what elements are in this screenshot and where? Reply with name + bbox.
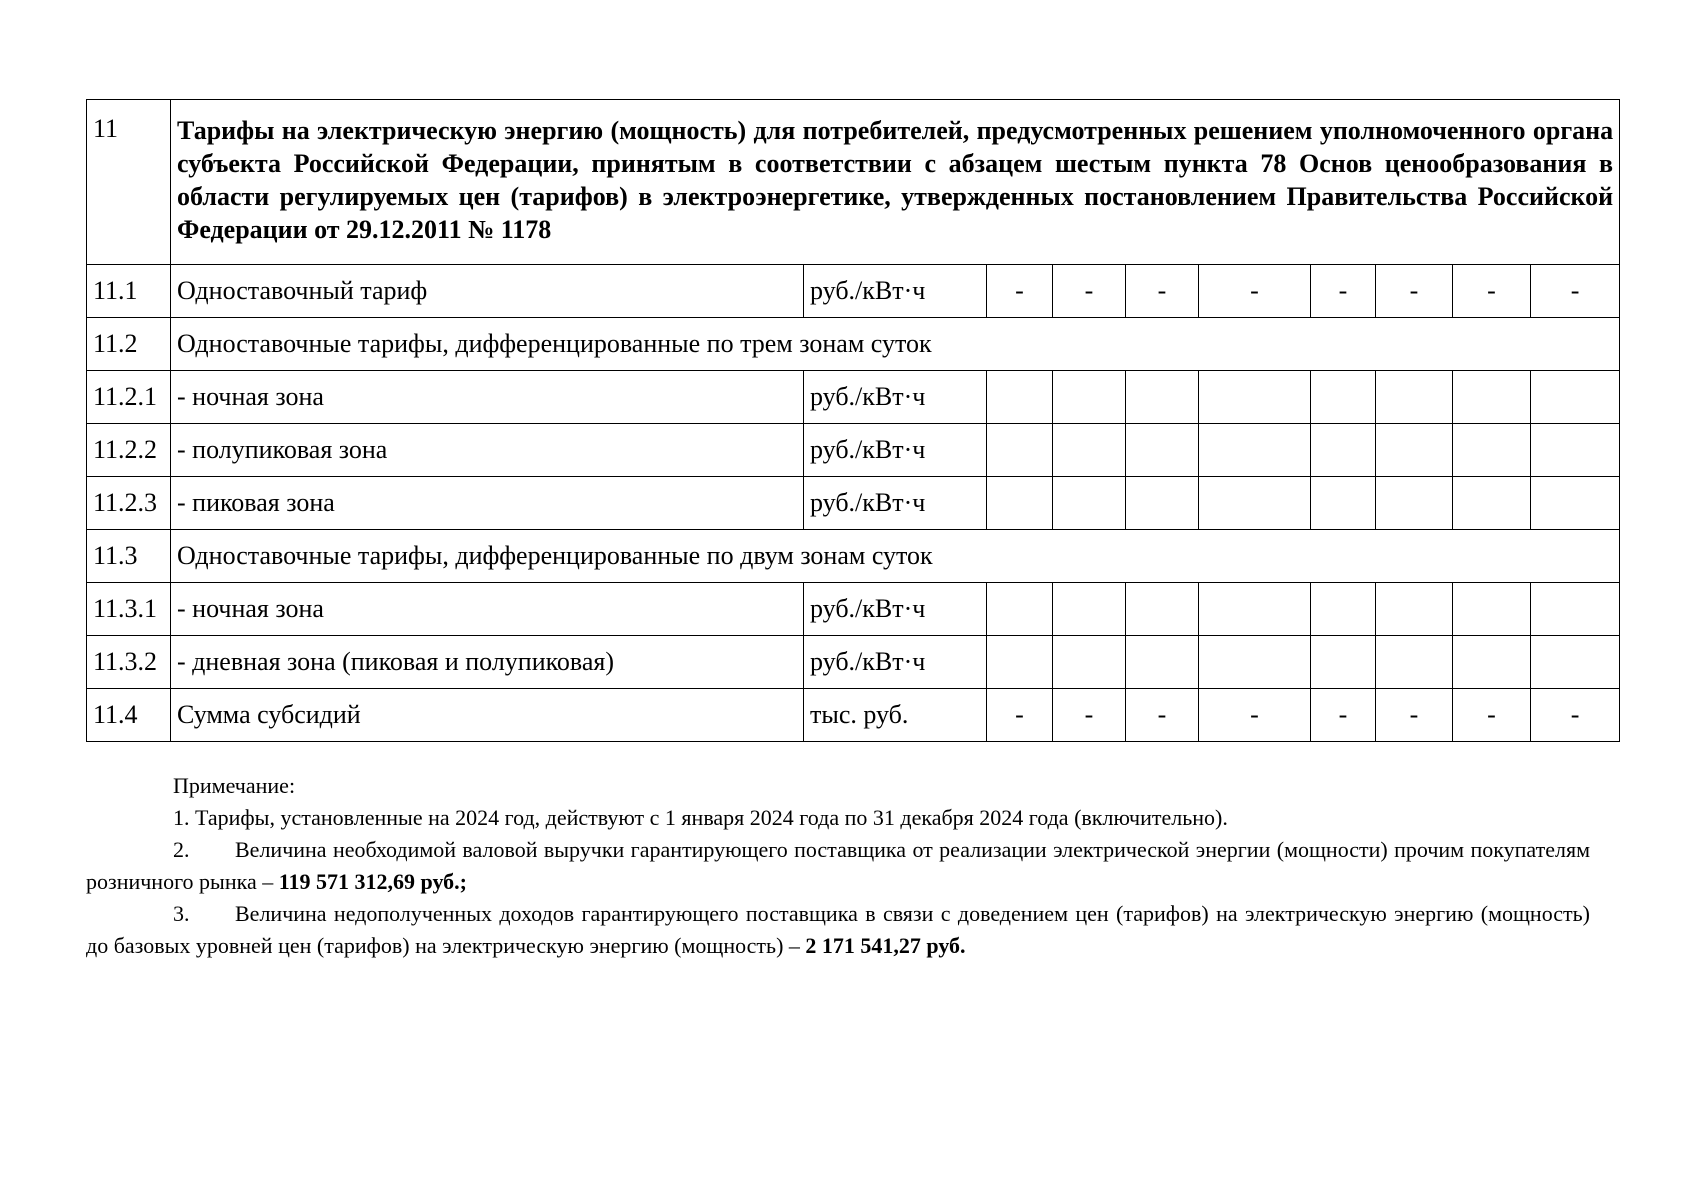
note-2-number: 2. [173,837,190,862]
value-cell [987,371,1053,424]
value-cell [1053,636,1126,689]
value-cell [1453,477,1531,530]
value-cell: - [1126,689,1199,742]
value-cell [987,424,1053,477]
value-cell [987,477,1053,530]
row-number: 11.2 [87,318,171,371]
value-cell: - [987,689,1053,742]
value-cell [1199,371,1311,424]
row-number: 11.3.1 [87,583,171,636]
value-cell [1053,371,1126,424]
table-row [87,371,1620,424]
table-row [87,424,1620,477]
row-name: Сумма субсидий [171,689,804,742]
table-body [87,100,1620,742]
row-unit: руб./кВт·ч [804,583,987,636]
value-cell [1126,424,1199,477]
value-cell [1453,636,1531,689]
row-name: Одноставочные тарифы, дифференцированные по двум зонам суток [171,530,1620,583]
value-cell [1053,583,1126,636]
note-2-text: Величина необходимой валовой выручки гарантирующего поставщика от реализации электрической энергии (мощности) прочим покупателям розничного рынка – [86,837,1590,894]
row-name: - полупиковая зона [171,424,804,477]
row-number: 11.2.2 [87,424,171,477]
note-3 [86,898,1590,962]
value-cell: - [1531,689,1620,742]
note-1: 1. Тарифы, установленные на 2024 год, действуют с 1 января 2024 года по 31 декабря 2024 года (включительно). [173,805,1228,830]
value-cell: - [1311,689,1376,742]
value-cell [1126,583,1199,636]
value-cell [1126,636,1199,689]
row-number: 11.2.3 [87,477,171,530]
table-row [87,477,1620,530]
note-3-text: Величина недополученных доходов гарантирующего поставщика в связи с доведением цен (тарифов) на электрическую энергию (мощность) до базовых уровней цен (тарифов) на электрическую энергию (мощность) – [86,901,1590,958]
value-cell [1453,583,1531,636]
row-name: - пиковая зона [171,477,804,530]
value-cell [1453,424,1531,477]
value-cell [1199,477,1311,530]
value-cell [1053,477,1126,530]
row-unit: тыс. руб. [804,689,987,742]
value-cell [1311,636,1376,689]
value-cell [1376,636,1453,689]
note-2 [86,834,1590,898]
value-cell [1311,424,1376,477]
row-unit: руб./кВт·ч [804,424,987,477]
value-cell [1126,477,1199,530]
value-cell [1376,583,1453,636]
row-name: Одноставочные тарифы, дифференцированные по трем зонам суток [171,318,1620,371]
value-cell: - [1453,689,1531,742]
value-cell [1199,424,1311,477]
value-cell [1199,636,1311,689]
value-cell [1531,371,1620,424]
note-3-amount: 2 171 541,27 руб. [805,933,966,958]
section-number: 11 [87,100,171,265]
value-cell [1053,424,1126,477]
value-cell [1453,371,1531,424]
table-row [87,689,1620,742]
value-cell: - [1311,265,1376,318]
value-cell [1531,477,1620,530]
value-cell [1311,583,1376,636]
value-cell: - [1199,265,1311,318]
value-cell [987,583,1053,636]
value-cell [1376,424,1453,477]
notes-block [86,770,1590,962]
value-cell: - [1453,265,1531,318]
row-name: Одноставочный тариф [171,265,804,318]
row-name: - ночная зона [171,583,804,636]
table-row [87,530,1620,583]
tariff-table [86,99,1620,742]
row-unit: руб./кВт·ч [804,477,987,530]
value-cell: - [1199,689,1311,742]
row-number: 11.2.1 [87,371,171,424]
value-cell [1376,371,1453,424]
row-number: 11.1 [87,265,171,318]
table-row [87,583,1620,636]
value-cell [1531,424,1620,477]
note-3-number: 3. [173,901,190,926]
value-cell: - [987,265,1053,318]
note-2-amount: 119 571 312,69 руб.; [278,869,468,894]
value-cell [1531,583,1620,636]
value-cell: - [1376,265,1453,318]
section-title: Тарифы на электрическую энергию (мощность) для потребителей, предусмотренных решением уполномоченного органа субъекта Российской Федерации, принятым в соответствии с абзацем шестым пункта 78 Основ ценообразования в области регулируемых цен (тарифов) в электроэнергетике, утвержденных постановлением Правительства Российской Федерации от 29.12.2011 № 1178 [171,100,1620,265]
value-cell: - [1053,265,1126,318]
value-cell [1311,477,1376,530]
value-cell [1311,371,1376,424]
value-cell: - [1126,265,1199,318]
value-cell [1376,477,1453,530]
row-unit: руб./кВт·ч [804,371,987,424]
value-cell [987,636,1053,689]
value-cell: - [1053,689,1126,742]
value-cell [1531,636,1620,689]
row-unit: руб./кВт·ч [804,265,987,318]
row-number: 11.3.2 [87,636,171,689]
value-cell: - [1531,265,1620,318]
table-row [87,265,1620,318]
table-row [87,636,1620,689]
row-name: - ночная зона [171,371,804,424]
value-cell: - [1376,689,1453,742]
section-header-row [87,100,1620,265]
row-name: - дневная зона (пиковая и полупиковая) [171,636,804,689]
value-cell [1199,583,1311,636]
value-cell [1126,371,1199,424]
notes-heading: Примечание: [173,773,296,798]
row-unit: руб./кВт·ч [804,636,987,689]
row-number: 11.3 [87,530,171,583]
table-row [87,318,1620,371]
row-number: 11.4 [87,689,171,742]
